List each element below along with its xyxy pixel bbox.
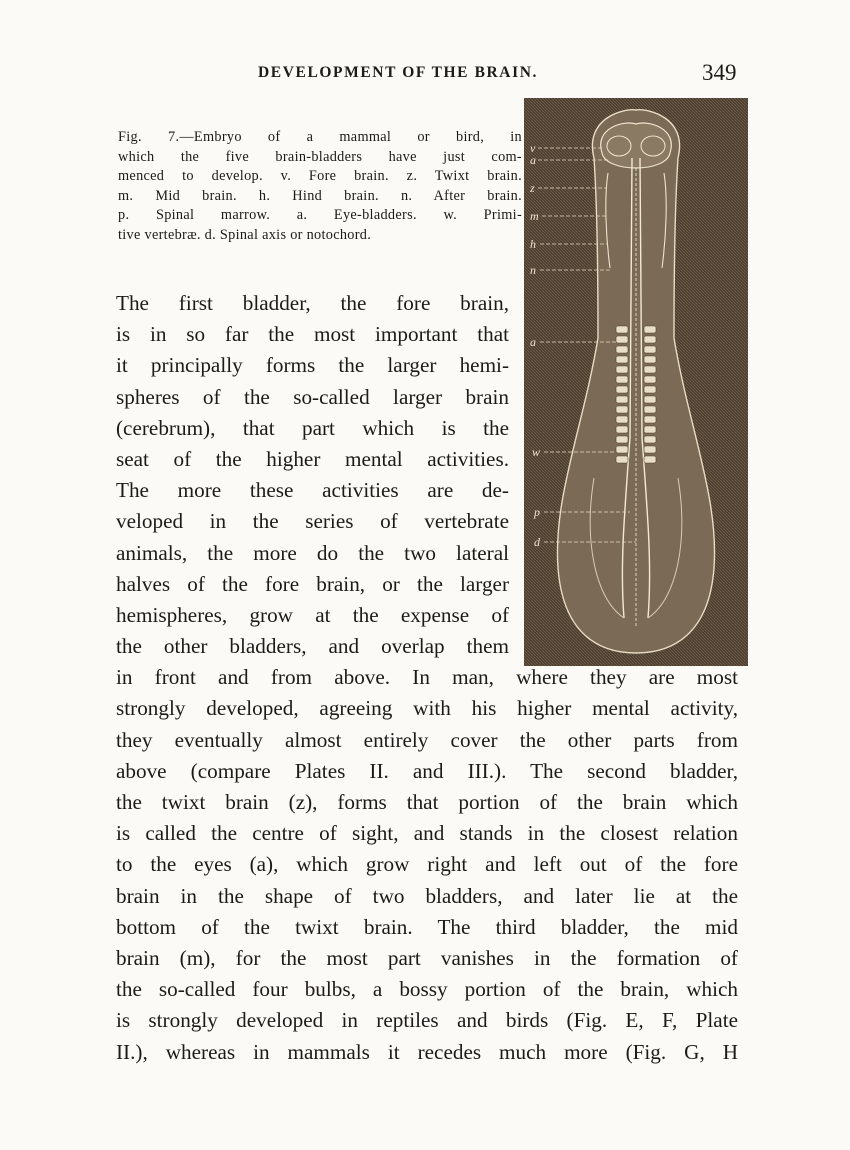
body-line: bottom of the twixt brain. The third bladder, the mid [116, 914, 738, 939]
body-line: The first bladder, the fore brain, [116, 291, 509, 315]
caption-line: m. Mid brain. h. Hind brain. n. After brain. [118, 187, 522, 204]
caption-line: p. Spinal marrow. a. Eye-bladders. w. Primi- [118, 207, 522, 223]
figure-label-z: z [530, 181, 535, 195]
figure-label-m: m [530, 209, 539, 223]
body-line: (cerebrum), that part which is the [116, 415, 509, 440]
body-line: animals, the more do the two lateral [116, 540, 509, 565]
figure-label-v: v [530, 141, 536, 155]
body-line: in front and from above. In man, where they are most [116, 665, 738, 690]
body-line: the twixt brain (z), forms that portion of the brain which [116, 790, 738, 814]
body-line: it principally forms the larger hemi- [116, 353, 509, 378]
figure-label-d: d [534, 535, 540, 549]
body-text [116, 288, 738, 1068]
body-line: II.), whereas in mammals it recedes much more (Fig. G, H [116, 1039, 738, 1064]
body-line: The more these activities are de- [116, 478, 509, 503]
body-line: seat of the higher mental activities. [116, 446, 509, 471]
caption-line: Fig. 7.—Embryo of a mammal or bird, in [118, 129, 522, 145]
figure-label-a2: a [530, 335, 536, 349]
body-line: spheres of the so-called larger brain [116, 384, 509, 409]
body-line: the other bladders, and overlap them [116, 634, 509, 659]
body-line: the so-called four bulbs, a bossy portion of the brain, which [116, 977, 738, 1002]
figure-label-w: w [532, 445, 541, 459]
body-line: veloped in the series of vertebrate [116, 509, 509, 534]
body-line: is strongly developed in reptiles and birds (Fig. E, F, Plate [116, 1008, 738, 1033]
body-line: above (compare Plates II. and III.). The second bladder, [116, 758, 738, 783]
figure-label-a: a [530, 153, 536, 167]
body-line: is called the centre of sight, and stands in the closest relation [116, 821, 738, 846]
page-number: 349 [702, 60, 737, 85]
body-line: brain in the shape of two bladders, and later lie at the [116, 883, 738, 908]
body-line: to the eyes (a), which grow right and left out of the fore [116, 852, 738, 877]
caption-line: tive vertebræ. d. Spinal axis or notochord. [118, 226, 372, 243]
chapter-title: DEVELOPMENT OF THE BRAIN. [258, 64, 538, 81]
caption-line: menced to develop. v. Fore brain. z. Twixt brain. [118, 168, 522, 184]
figure-label-n: n [530, 263, 536, 277]
figure-caption [118, 128, 522, 245]
body-line: they eventually almost entirely cover the other parts from [116, 727, 738, 752]
body-line: halves of the fore brain, or the larger [116, 571, 509, 596]
body-line: strongly developed, agreeing with his higher mental activity, [116, 696, 738, 721]
body-line: is in so far the most important that [116, 322, 509, 347]
body-line: hemispheres, grow at the expense of [116, 602, 509, 627]
figure-label-h: h [530, 237, 536, 251]
caption-line: which the five brain-bladders have just com- [118, 148, 522, 165]
figure-label-p: p [534, 505, 540, 519]
body-line: brain (m), for the most part vanishes in the formation of [116, 945, 738, 970]
